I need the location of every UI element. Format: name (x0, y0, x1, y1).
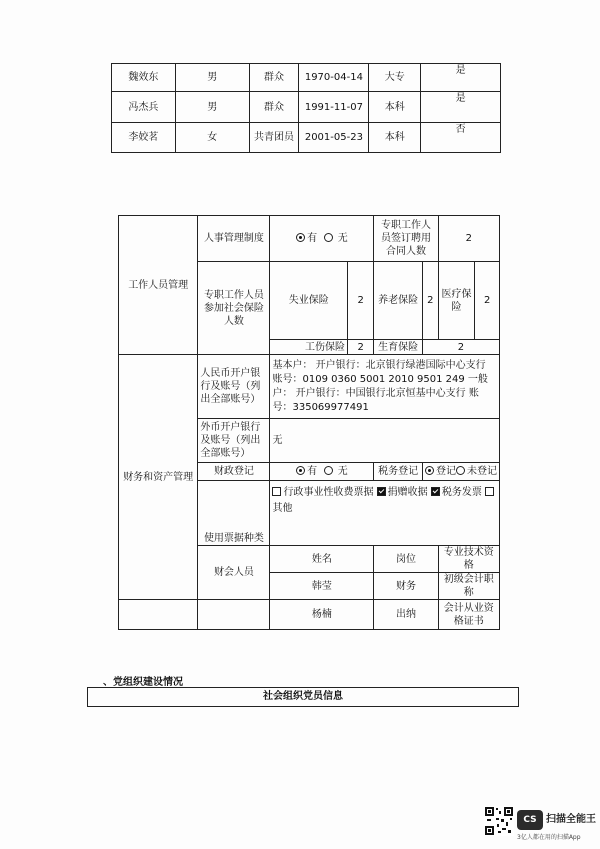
hr-system-options (270, 216, 374, 262)
fiscal-label: 财政登记 (198, 463, 270, 481)
receipt-tax-invoice-label: 税务发票 (441, 487, 482, 498)
fiscal-yes-radio[interactable] (296, 466, 305, 475)
camscanner-logo: CS (517, 810, 543, 830)
unemployment-value: 2 (347, 262, 373, 340)
fiscal-yes-label: 有 (307, 466, 318, 477)
member-flag: 否 (421, 123, 501, 153)
member-gender: 男 (175, 64, 249, 92)
contract-label: 专职工作人员签订聘用合同人数 (374, 216, 438, 262)
hr-no-radio[interactable] (324, 233, 333, 242)
tax-registered-radio[interactable] (425, 466, 434, 475)
finance-section-label: 财务和资产管理 (119, 355, 198, 600)
tax-options (422, 463, 499, 481)
receipt-fee-checkbox[interactable] (272, 487, 281, 496)
table-row (112, 123, 501, 153)
table-row (112, 92, 501, 123)
staff-section-label: 工作人员管理 (119, 216, 198, 355)
unemployment-label: 失业保险 (270, 262, 347, 340)
member-gender: 女 (175, 123, 249, 153)
receipt-tax-invoice-checkbox[interactable] (431, 487, 440, 496)
tax-unregistered-radio[interactable] (456, 466, 465, 475)
acc-post: 财务 (374, 573, 438, 600)
maternity-label: 生育保险 (374, 340, 423, 355)
hr-system-label: 人事管理制度 (198, 216, 270, 262)
member-flag: 是 (421, 64, 501, 92)
rmb-account-label: 人民币开户银行及账号（列出全部账号） (198, 355, 270, 419)
hr-no-label: 无 (337, 233, 348, 244)
acc-name: 杨楠 (270, 600, 374, 630)
acc-post: 出纳 (374, 600, 438, 630)
member-politics: 共青团员 (249, 123, 299, 153)
finance-section-cont (119, 600, 198, 630)
acc-qual: 初级会计职称 (438, 573, 499, 600)
org-info-table (118, 215, 500, 630)
member-birth: 2001-05-23 (299, 123, 369, 153)
member-name: 冯杰兵 (112, 92, 176, 123)
member-edu: 大专 (369, 64, 421, 92)
tax-unregistered-label: 未登记 (466, 466, 497, 477)
injury-value: 2 (347, 340, 373, 355)
acc-name: 韩莹 (270, 573, 374, 600)
member-name: 魏效东 (112, 64, 176, 92)
accountant-label: 财会人员 (198, 546, 270, 600)
medical-value: 2 (475, 262, 500, 340)
hr-yes-radio[interactable] (296, 233, 305, 242)
rmb-account-value: 基本户： 开户银行：北京银行绿港国际中心支行 账号：0109 0360 5001 2010 9501 249 一般户： 开户银行：中国银行北京恒基中心支行 账号：335069977491 (270, 355, 500, 419)
receipt-other-checkbox[interactable] (485, 487, 494, 496)
camscanner-tagline: 3亿人都在用的扫描App (517, 834, 581, 841)
acc-qual: 会计从业资格证书 (438, 600, 499, 630)
member-edu: 本科 (369, 92, 421, 123)
tax-registered-label: 登记 (435, 466, 456, 477)
insurance-label: 专职工作人员参加社会保险人数 (198, 262, 270, 355)
receipt-fee-label: 行政事业性收费票据 (283, 487, 374, 498)
member-birth: 1991-11-07 (299, 92, 369, 123)
table-row (119, 216, 500, 262)
accountant-label-cont (198, 600, 270, 630)
party-table-title: 社会组织党员信息 (87, 687, 519, 707)
receipt-options (270, 481, 500, 546)
acc-head-qual: 专业技术资格 (438, 546, 499, 573)
member-edu: 本科 (369, 123, 421, 153)
pension-label: 养老保险 (374, 262, 423, 340)
table-row (119, 600, 500, 630)
fx-account-label: 外币开户银行及账号（列出全部账号） (198, 419, 270, 463)
table-row (112, 64, 501, 92)
fiscal-no-label: 无 (337, 466, 348, 477)
receipt-label: 使用票据种类 (198, 481, 270, 546)
table-row (119, 355, 500, 419)
fiscal-no-radio[interactable] (324, 466, 333, 475)
maternity-value: 2 (422, 340, 499, 355)
member-name: 李姣茗 (112, 123, 176, 153)
fx-account-value: 无 (270, 419, 500, 463)
hr-yes-label: 有 (307, 233, 318, 244)
fiscal-options (270, 463, 374, 481)
pension-value: 2 (422, 262, 438, 340)
party-heading: 、党组织建设情况 (103, 677, 183, 688)
acc-head-name: 姓名 (270, 546, 374, 573)
member-politics: 群众 (249, 92, 299, 123)
receipt-donation-checkbox[interactable] (377, 487, 386, 496)
members-table (111, 63, 501, 153)
qr-code (484, 806, 514, 836)
member-politics: 群众 (249, 64, 299, 92)
injury-label: 工伤保险 (270, 340, 347, 355)
camscanner-name: 扫描全能王 (546, 814, 596, 825)
member-gender: 男 (175, 92, 249, 123)
tax-label: 税务登记 (374, 463, 423, 481)
medical-label: 医疗保险 (438, 262, 475, 340)
member-flag: 是 (421, 92, 501, 123)
member-birth: 1970-04-14 (299, 64, 369, 92)
acc-head-post: 岗位 (374, 546, 438, 573)
contract-value: 2 (438, 216, 499, 262)
receipt-other-label: 其他 (272, 503, 293, 514)
receipt-donation-label: 捐赠收据 (387, 487, 428, 498)
